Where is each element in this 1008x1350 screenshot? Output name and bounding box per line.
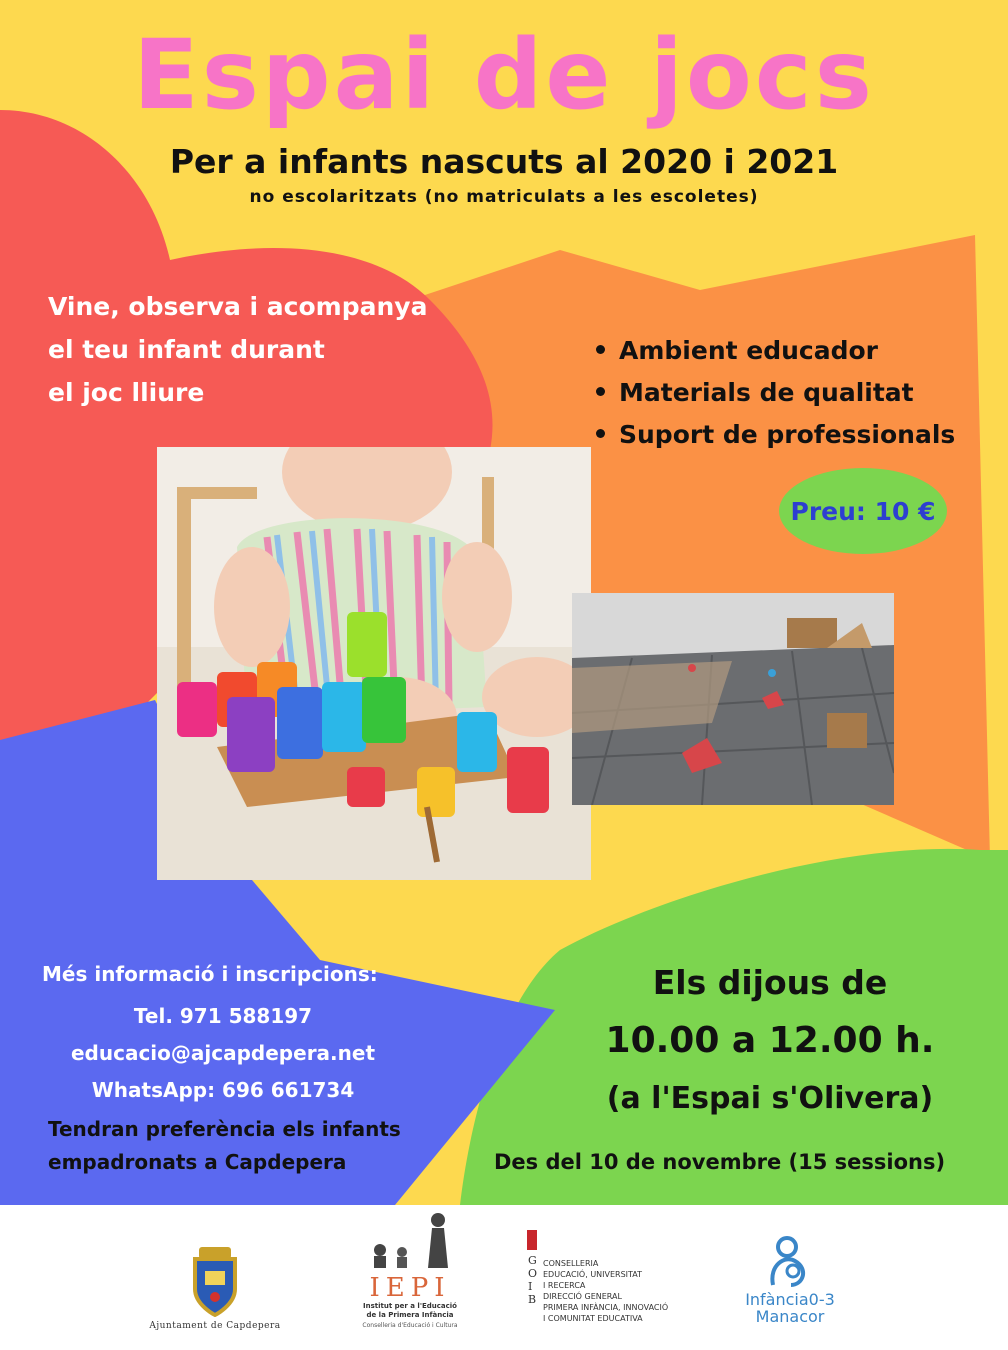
- iepi-name-line: Institut per a l'Educació: [363, 1302, 457, 1310]
- playroom-photo: [572, 593, 894, 805]
- iepi-acronym: IEPI: [369, 1273, 451, 1303]
- capdepera-label: Ajuntament de Capdepera: [149, 1321, 281, 1331]
- info-block: [38, 962, 438, 1179]
- feature-label: Ambient educador: [619, 336, 879, 365]
- info-heading: Més informació i inscripcions:: [42, 962, 378, 986]
- schedule-place: (a l'Espai s'Olivera): [606, 1081, 934, 1116]
- feature-label: Suport de professionals: [619, 420, 956, 449]
- schedule-time: 10.00 a 12.00 h.: [605, 1020, 935, 1061]
- goib-flag-icon: [527, 1230, 537, 1250]
- capdepera-logo: [140, 1245, 290, 1331]
- footer-logos: [0, 1205, 1008, 1350]
- goib-line: CONSELLERIA: [543, 1259, 599, 1268]
- preference-line: empadronats a Capdepera: [48, 1150, 347, 1174]
- bullet-icon: [596, 429, 605, 438]
- playroom-illustration: [572, 593, 894, 805]
- goib-line: PRIMERA INFÀNCIA, INNOVACIÓ: [543, 1303, 669, 1312]
- intro-line: el joc lliure: [48, 378, 205, 407]
- feature-item: [596, 330, 955, 372]
- goib-line: I RECERCA: [543, 1281, 586, 1290]
- infancia-logo: [735, 1235, 845, 1325]
- price-badge: [779, 468, 947, 554]
- mother-child-icon: [765, 1235, 815, 1287]
- baby-playing-illustration: [157, 447, 591, 880]
- infancia-line: Infància0-3: [745, 1290, 835, 1309]
- feature-item: [596, 372, 955, 414]
- feature-item: [596, 414, 955, 456]
- contact-list: [38, 998, 408, 1109]
- email-text: educacio@ajcapdepera.net: [70, 1041, 376, 1065]
- goib-text: [543, 1258, 668, 1324]
- goib-line: EDUCACIÓ, UNIVERSITAT: [543, 1270, 643, 1279]
- bullet-icon: [596, 345, 605, 354]
- dates-text: Des del 10 de novembre (15 sessions): [494, 1150, 946, 1174]
- poster-title: Espai de jocs: [133, 19, 875, 131]
- intro-text: [48, 285, 427, 414]
- whatsapp-text: WhatsApp: 696 661734: [91, 1078, 355, 1102]
- infancia-line: Manacor: [755, 1307, 825, 1326]
- iepi-name-line: de la Primera Infància: [366, 1311, 454, 1319]
- preference-line: Tendran preferència els infants: [48, 1117, 401, 1141]
- intro-line: el teu infant durant: [48, 335, 325, 364]
- bullet-icon: [596, 387, 605, 396]
- schedule-block: [560, 955, 980, 1127]
- capdepera-crest-icon: [185, 1245, 245, 1317]
- preference-note: [48, 1113, 438, 1179]
- iepi-logo: [355, 1210, 465, 1332]
- feature-label: Materials de qualitat: [619, 378, 914, 407]
- price-label: Preu: 10 €: [790, 496, 936, 526]
- baby-playing-photo: [157, 447, 591, 880]
- goib-line: I COMUNITAT EDUCATIVA: [543, 1314, 643, 1323]
- goib-line: DIRECCIÓ GENERAL: [543, 1292, 622, 1301]
- schedule-day: Els dijous de: [652, 963, 888, 1002]
- goib-letters: GOIB: [528, 1254, 538, 1306]
- iepi-sub: Conselleria d'Educació i Cultura: [362, 1322, 458, 1329]
- phone-text: Tel. 971 588197: [133, 1004, 313, 1028]
- iepi-figures-icon: [360, 1210, 460, 1270]
- features-list: [596, 330, 955, 456]
- poster-subtitle: Per a infants nascuts al 2020 i 2021: [169, 142, 839, 181]
- intro-line: Vine, observa i acompanya: [48, 292, 428, 321]
- poster-subnote: no escolaritzats (no matriculats a les escoletes): [249, 187, 759, 207]
